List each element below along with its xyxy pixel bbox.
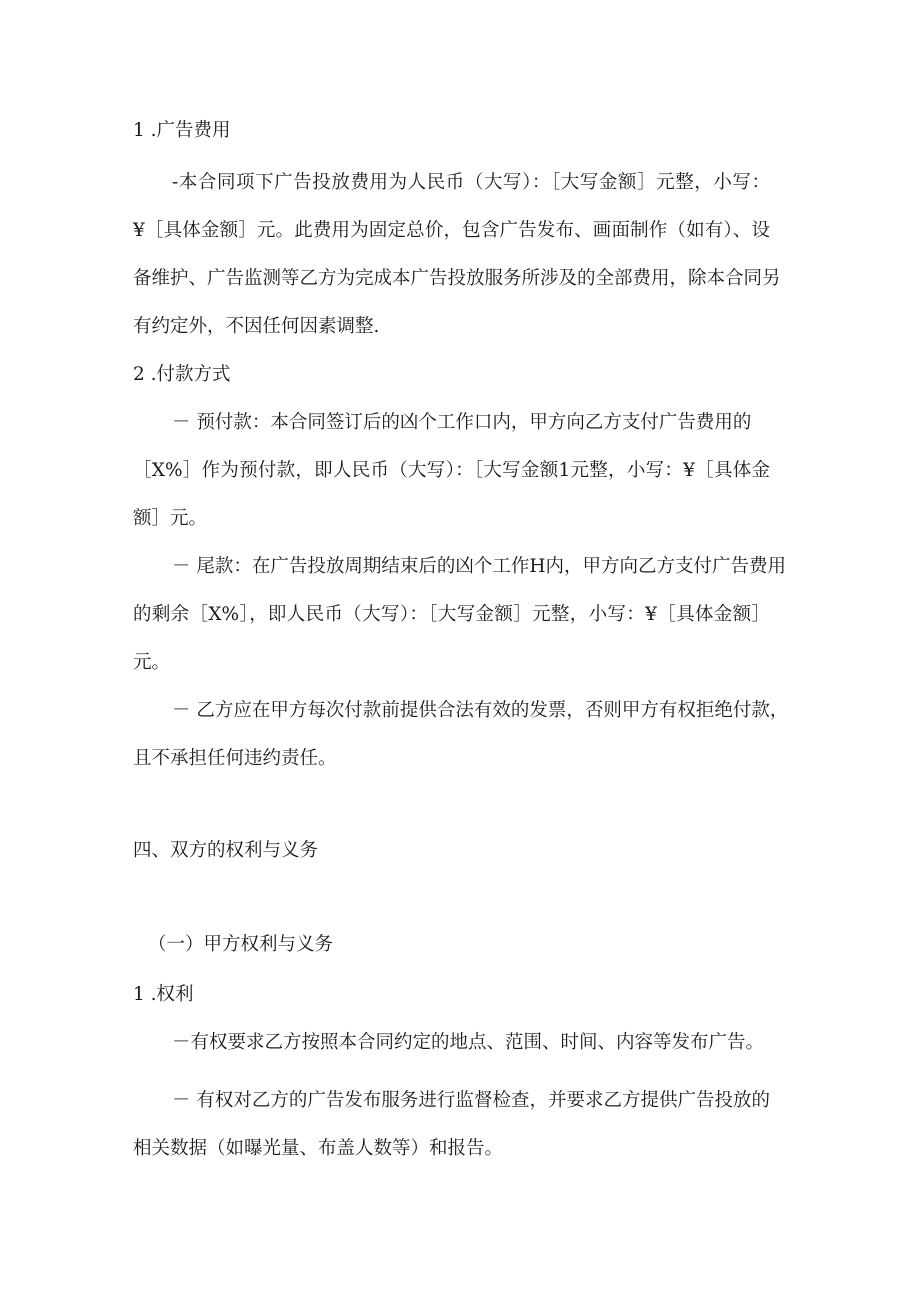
right-item: 相关数据（如曝光量、布盖人数等）和报告。 xyxy=(133,1138,504,1159)
fee-heading: 1 .广告费用 xyxy=(133,120,231,141)
fee-paragraph-line: 有约定外，不因任何因素调整. xyxy=(133,316,380,337)
final-payment-line: 元。 xyxy=(133,652,171,673)
rights-heading: 1 .权利 xyxy=(133,984,194,1005)
final-payment-line: 的剩余［X%］，即人民币（大写）：［大写金额］元整，小写：¥［具体金额］ xyxy=(133,604,770,625)
prepay-line: － 预付款：本合同签订后的凶个工作口内，甲方向乙方支付广告费用的 xyxy=(172,412,752,433)
right-item: －有权要求乙方按照本合同约定的地点、范围、时间、内容等发布广告。 xyxy=(172,1032,765,1053)
subsection-heading: （一）甲方权利与义务 xyxy=(148,934,334,955)
fee-paragraph-line: ¥［具体金额］元。此费用为固定总价，包含广告发布、画面制作（如有）、设 xyxy=(133,220,770,241)
invoice-line: 且不承担任何违约责任。 xyxy=(133,748,337,769)
invoice-line: － 乙方应在甲方每次付款前提供合法有效的发票，否则甲方有权拒绝付款， xyxy=(172,700,789,721)
right-item: － 有权对乙方的广告发布服务进行监督检查，并要求乙方提供广告投放的 xyxy=(172,1090,770,1111)
fee-paragraph-line: 备维护、广告监测等乙方为完成本广告投放服务所涉及的全部费用，除本合同另 xyxy=(133,268,781,289)
prepay-line: 额］元。 xyxy=(133,508,208,529)
final-payment-line: － 尾款：在广告投放周期结束后的凶个工作H内，甲方向乙方支付广告费用 xyxy=(172,556,787,577)
payment-heading: 2 .付款方式 xyxy=(133,364,231,385)
chapter-heading: 四、双方的权利与义务 xyxy=(133,840,319,861)
fee-paragraph-line: -本合同项下广告投放费用为人民币（大写）：［大写金额］元整，小写： xyxy=(172,172,770,193)
prepay-line: ［X%］作为预付款，即人民币（大写）：［大写金额1元整，小写：¥［具体金 xyxy=(133,460,770,481)
